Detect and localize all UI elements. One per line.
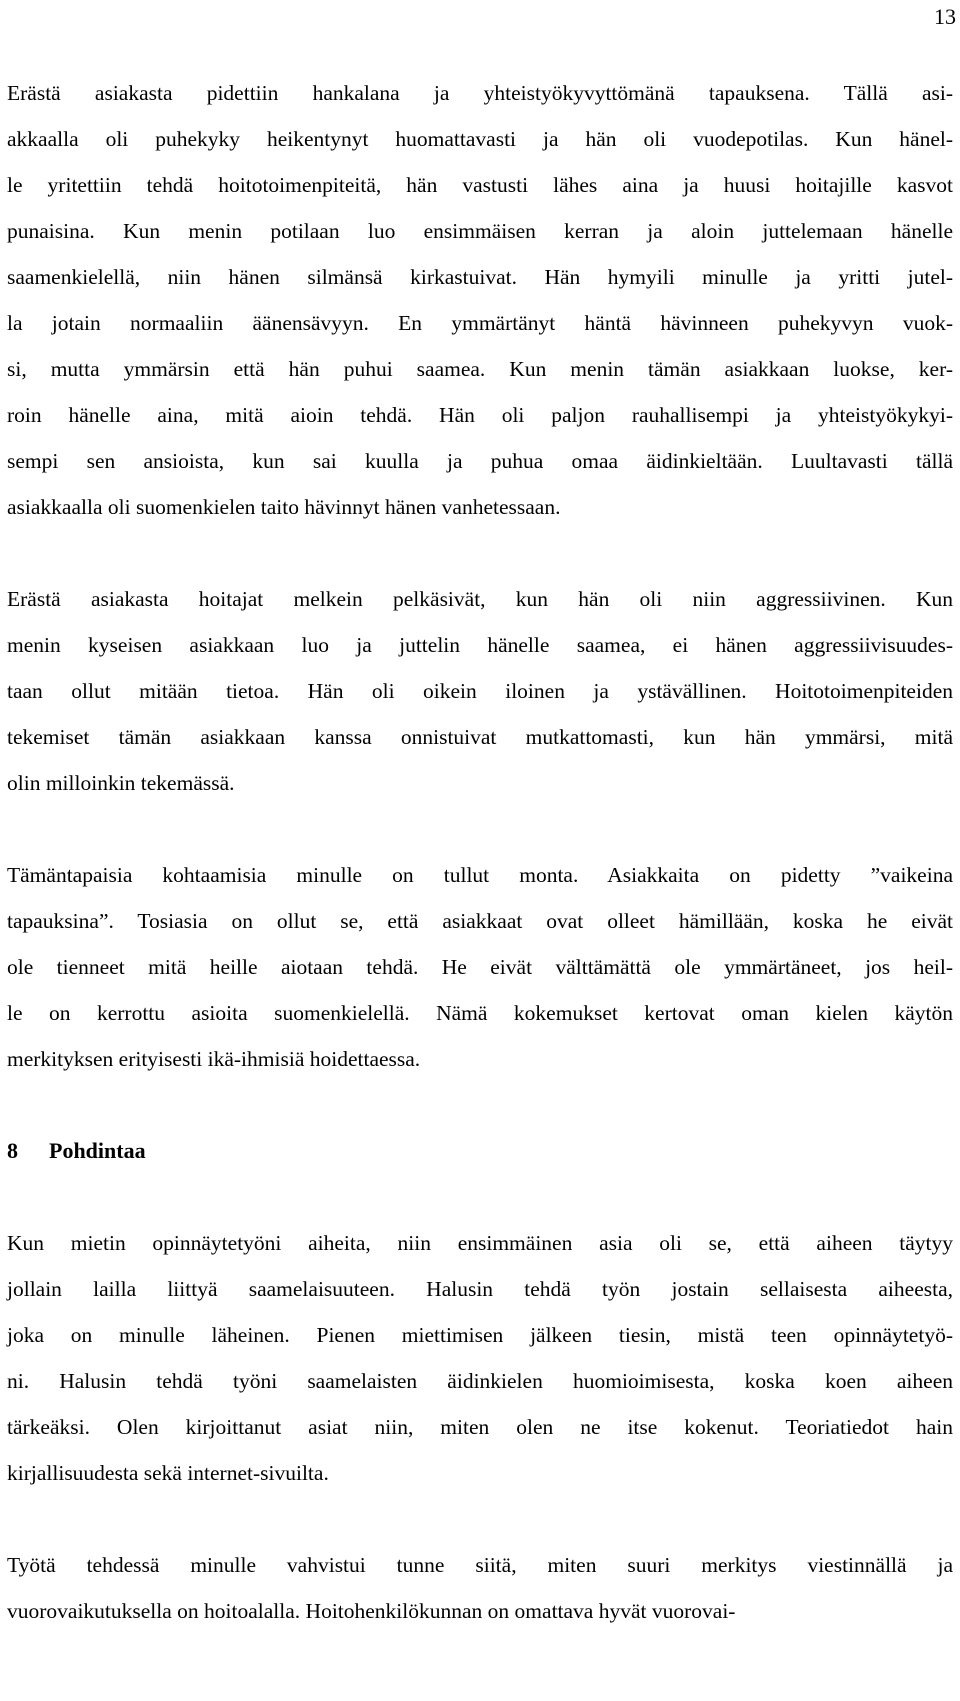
text-line: la jotain normaaliin äänensävyyn. En ymmärtänyt häntä hävinneen puhekyvyn vuok- (7, 311, 953, 335)
text-line: si, mutta ymmärsin että hän puhui saamea. Kun menin tämän asiakkaan luokse, ker- (7, 357, 953, 381)
text-line: tekemiset tämän asiakkaan kanssa onnistuivat mutkattomasti, kun hän ymmärsi, mitä (7, 725, 953, 749)
paragraph (7, 70, 953, 530)
text-line: Kun mietin opinnäytetyöni aiheita, niin ensimmäinen asia oli se, että aiheen täytyy (7, 1231, 953, 1255)
text-line: akkaalla oli puhekyky heikentynyt huomattavasti ja hän oli vuodepotilas. Kun hänel- (7, 127, 953, 151)
text-line: menin kyseisen asiakkaan luo ja juttelin hänelle saamea, ei hänen aggressiivisuudes- (7, 633, 953, 657)
text-line: asiakkaalla oli suomenkielen taito hävinnyt hänen vanhetessaan. (7, 495, 561, 519)
text-line: sempi sen ansioista, kun sai kuulla ja puhua omaa äidinkieltään. Luultavasti tällä (7, 449, 953, 473)
text-line: roin hänelle aina, mitä aioin tehdä. Hän oli paljon rauhallisempi ja yhteistyökykyi- (7, 403, 953, 427)
paragraph (7, 576, 953, 806)
text-line: merkityksen erityisesti ikä-ihmisiä hoidettaessa. (7, 1047, 421, 1071)
section-heading (7, 1128, 953, 1174)
text-line: saamenkielellä, niin hänen silmänsä kirkastuivat. Hän hymyili minulle ja yritti jutel- (7, 265, 953, 289)
text-line: jollain lailla liittyä saamelaisuuteen. Halusin tehdä työn jostain sellaisesta aiheesta, (7, 1277, 953, 1301)
section-number: 8 (7, 1138, 18, 1163)
text-line: le on kerrottu asioita suomenkielellä. Nämä kokemukset kertovat oman kielen käytön (7, 1001, 953, 1025)
paragraph (7, 1542, 953, 1634)
text-line: Erästä asiakasta hoitajat melkein pelkäsivät, kun hän oli niin aggressiivinen. Kun (7, 587, 953, 611)
page-number: 13 (934, 4, 956, 29)
text-line: Erästä asiakasta pidettiin hankalana ja yhteistyökyvyttömänä tapauksena. Tällä asi- (7, 81, 953, 105)
text-line: ni. Halusin tehdä työni saamelaisten äidinkielen huomioimisesta, koska koen aiheen (7, 1369, 953, 1393)
text-line: olin milloinkin tekemässä. (7, 771, 235, 795)
text-line: kirjallisuudesta sekä internet-sivuilta. (7, 1461, 329, 1485)
paragraph (7, 1220, 953, 1496)
text-line: vuorovaikutuksella on hoitoalalla. Hoitohenkilökunnan on omattava hyvät vuorovai- (7, 1599, 736, 1623)
text-line: tärkeäksi. Olen kirjoittanut asiat niin, miten olen ne itse kokenut. Teoriatiedot hain (7, 1415, 953, 1439)
text-line: joka on minulle läheinen. Pienen miettimisen jälkeen tiesin, mistä teen opinnäytetyö- (7, 1323, 953, 1347)
text-line: ole tienneet mitä heille aiotaan tehdä. He eivät välttämättä ole ymmärtäneet, jos heil- (7, 955, 953, 979)
text-line: taan ollut mitään tietoa. Hän oli oikein iloinen ja ystävällinen. Hoitotoimenpiteiden (7, 679, 953, 703)
paragraph (7, 852, 953, 1082)
text-line: Tämäntapaisia kohtaamisia minulle on tullut monta. Asiakkaita on pidetty ”vaikeina (7, 863, 953, 887)
text-line: punaisina. Kun menin potilaan luo ensimmäisen kerran ja aloin juttelemaan hänelle (7, 219, 953, 243)
text-line: tapauksina”. Tosiasia on ollut se, että asiakkaat ovat olleet hämillään, koska he eivät (7, 909, 953, 933)
text-line: Työtä tehdessä minulle vahvistui tunne siitä, miten suuri merkitys viestinnällä ja (7, 1553, 953, 1577)
document-body (7, 70, 953, 1634)
text-line: le yritettiin tehdä hoitotoimenpiteitä, hän vastusti lähes aina ja huusi hoitajille kasvot (7, 173, 953, 197)
section-title: Pohdintaa (49, 1138, 146, 1163)
